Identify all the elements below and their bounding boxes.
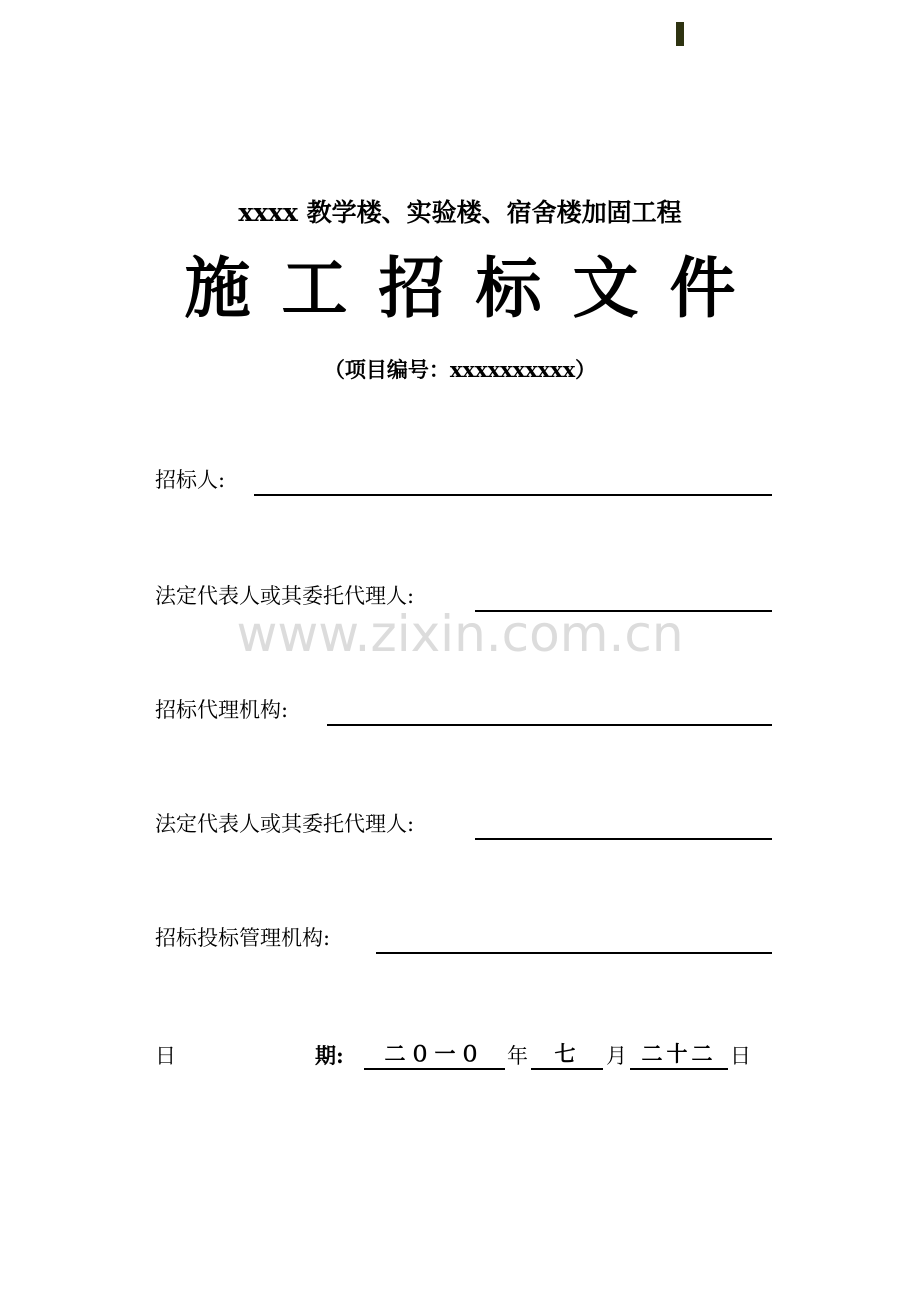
field-label: 招标人:: [155, 468, 226, 492]
date-label-day: 日: [155, 1044, 176, 1068]
fill-in-line[interactable]: [254, 494, 772, 496]
field-agency-legal-representative: [155, 806, 772, 840]
date-year-value[interactable]: 二０一０: [364, 1040, 505, 1070]
date-month-value[interactable]: 七: [531, 1040, 603, 1070]
watermark: www.zixin.com.cn: [236, 605, 684, 663]
fill-in-line[interactable]: [327, 724, 772, 726]
field-label: 招标代理机构:: [155, 698, 289, 722]
page-marker: [676, 22, 684, 46]
field-tender-agency: [155, 692, 772, 726]
document-title: 施工招标文件: [184, 249, 767, 327]
fill-in-line[interactable]: [376, 952, 772, 954]
date-day-value[interactable]: 二十二: [630, 1040, 728, 1070]
date-month-unit: 月: [606, 1044, 627, 1068]
date-row: [155, 1036, 775, 1072]
field-label: 招标投标管理机构:: [155, 926, 331, 950]
project-number: （项目编号：xxxxxxxxxx）: [323, 357, 597, 382]
date-day-unit: 日: [730, 1044, 751, 1068]
field-label: 法定代表人或其委托代理人:: [155, 812, 415, 836]
fill-in-line[interactable]: [475, 838, 772, 840]
field-tenderer: [155, 462, 772, 496]
field-bidding-authority: [155, 920, 772, 954]
date-label-period: 期:: [315, 1043, 344, 1068]
field-label: 法定代表人或其委托代理人:: [155, 584, 415, 608]
date-year-unit: 年: [507, 1044, 528, 1068]
project-title: xxxx 教学楼、实验楼、宿舍楼加固工程: [238, 198, 682, 227]
